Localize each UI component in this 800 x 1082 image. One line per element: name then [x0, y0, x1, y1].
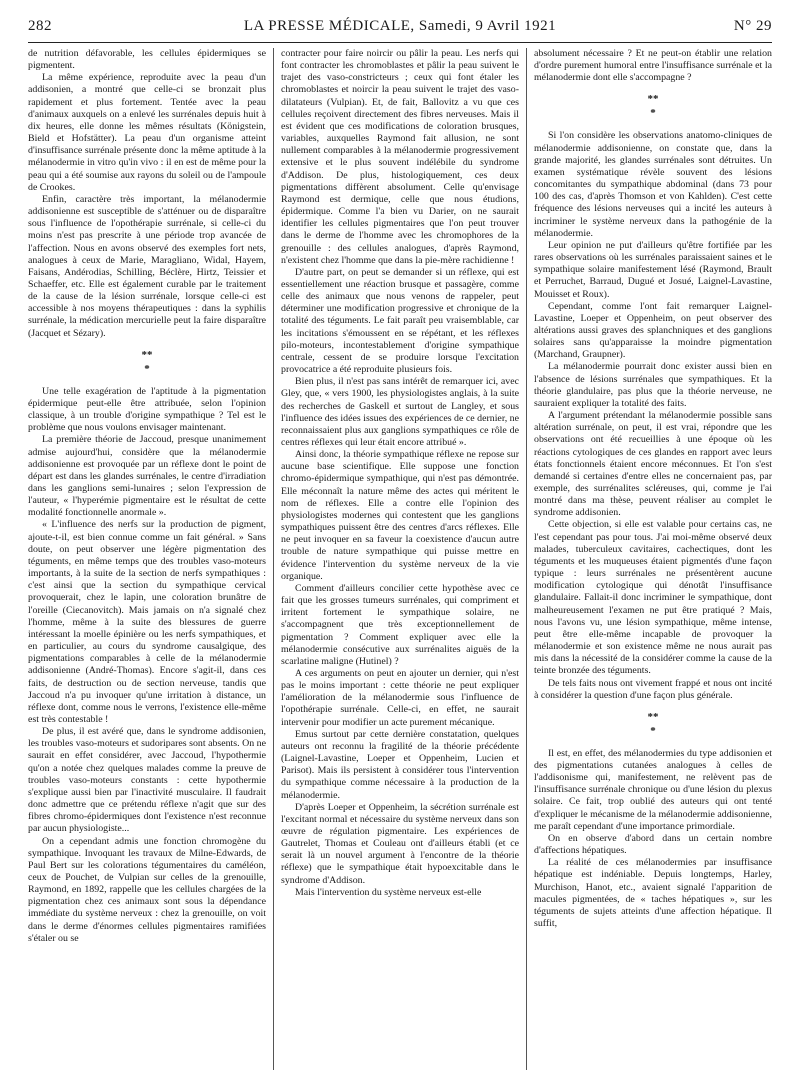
column-rule-2	[526, 48, 527, 1070]
body-paragraph: D'autre part, on peut se demander si un réflexe, qui est essentiellement une réaction brusque et passagère, comme celle des animaux que nous venons de rappeler, peut déterminer une modification progressive et chronique de la totalité des téguments. Le fait paraît peu vraisemblable, car les incitations s'émoussent en se répétant, et les réflexes pilo-moteurs, incontestablement d'origine sympathique centrale, cessent de se produire lorsque l'excitation provocatrice a été reproduite plusieurs fois.	[281, 266, 519, 376]
body-paragraph: Mais l'intervention du système nerveux est-elle	[295, 886, 482, 898]
column-rule-1	[273, 48, 274, 1070]
body-paragraph: Une telle exagération de l'aptitude à la pigmentation épidermique peut-elle être attribuée, selon l'opinion classique, à un trouble d'origine sympathique ? Tel est le problème que nous voulons envisager maintenant.	[28, 385, 266, 434]
body-paragraph: Cependant, comme l'ont fait remarquer Laignel-Lavastine, Loeper et Oppenheim, on peut observer des altérations aussi graves des splanchniques et des ganglions solaires sans qu'apparaisse la moindre pigmentation (Marchand, Graupner).	[534, 300, 772, 361]
body-paragraph: de nutrition défavorable, les cellules épidermiques se pigmentent.	[28, 48, 266, 72]
body-paragraph: Comment d'ailleurs concilier cette hypothèse avec ce fait que les grosses tumeurs surrénales, qui compriment et irritent fortement le sympathique solaire, ne s'accompagnent que très exceptionnellement de pigmentation ? Comment expliquer avec elle la mélanodermie consécutive aux surrénalites aiguës de la scarlatine maligne (Hutinel) ?	[281, 582, 519, 667]
journal-title: LA PRESSE MÉDICALE, Samedi, 9 Avril 1921	[243, 18, 557, 34]
body-paragraph: Si l'on considère les observations anatomo-cliniques de mélanodermie addisonienne, on constate que, dans la grande majorité, les glandes surrénales sont détruites. Un examen systématique révèle souvent des lésions concomitantes du sympathique abdominal (dans 73 pour 100 des cas, d'après Thomson et von Kahlden). C'est cette fréquence des lésions nerveuses qui a incité les auteurs à incriminer le système nerveux dans la pathogénie de la mélanodermie.	[534, 130, 772, 239]
body-paragraph: On a cependant admis une fonction chromogène du sympathique. Invoquant les travaux de Milne-Edwards, de Paul Bert sur les colorations tégumentaires du caméléon, ceux de Pouchet, de Vulpian sur celles de la grenouille, Raymond, en 1892, rappelle que les cellules chargées de la pigmentation chez ces animaux sont sous la dépendance immédiate du système nerveux : chez la grenouille, on voit dans le derme d'énormes cellules pigmentaires ramifiées s'étaler ou se	[28, 835, 266, 944]
body-paragraph: Enfin, caractère très important, la mélanodermie addisonienne est susceptible de s'atténuer ou de disparaître sous l'influence de l'opothérapie surrénale, si celle-ci du moins n'est pas prescrite à une période trop avancée de l'affection. Nous en avons observé des exemples fort nets, analogues à ceux de Marie, Maragliano, Widal, Hayem, Faisans, Andérodias, Schilling, Béclère, Hirtz, Teissier et Schaeffer, etc. Elle est également curable par le traitement de la cause de la lésion surrénale, lorsque celle-ci est accessible à nos moyens thérapeutiques : dans la syphilis surrénale, la médication mercurielle peut la faire disparaître (Jacquet et Sézary).	[28, 193, 266, 339]
text-column-3	[534, 48, 772, 1070]
body-paragraph: De tels faits nous ont vivement frappé et nous ont incité à considérer la question d'une façon plus générale.	[534, 677, 772, 701]
body-paragraph: Il est, en effet, des mélanodermies du type addisonien et des pigmentations cutanées analogues à celles de l'addisonisme qui, manifestement, ne relèvent pas de l'insuffisance surrénale chronique ou d'une lésion du plexus solaire. Ce fait, trop oublié des auteurs qui ont tenté d'expliquer le mécanisme de la mélanodermie addisonienne, me paraît cependant d'une importance primordiale.	[534, 747, 772, 832]
section-asterism: ** *	[141, 348, 153, 375]
body-paragraph: Emus surtout par cette dernière constatation, quelques auteurs ont reconnu la fragilité de la théorie précédente (Laignel-Lavastine, Loeper et Oppenheim, Lucien et Parisot). Mais ils persistent à considérer tous l'intervention du sympathique comme nécessaire à la production de la mélanodermie.	[281, 728, 519, 801]
body-paragraph: La première théorie de Jaccoud, presque unanimement admise aujourd'hui, considère que la mélanodermie addisonienne est provoquée par un réflexe dont le point de départ est dans les glandes surrénales, le centre d'irradiation dans les ganglions semi-lunaires ; selon l'expression de l'auteur, « l'hyperémie pigmentaire est le résultat de cette modalité fonctionnelle anormale ».	[28, 434, 266, 519]
body-paragraph: Cette objection, si elle est valable pour certains cas, ne l'est cependant pas pour tous. J'ai moi-même observé deux malades, tuberculeux cavitaires, cachectiques, dont les téguments et les muqueuses étaient pigmentés d'une façon typique : leurs surrénales ne présentèrent aucune modification cytologique qui dénotât l'insuffisance glandulaire. Fallait-il donc incriminer le sympathique, dont malheureusement l'examen ne put être pratiqué ? Mais, nous l'avons vu, une lésion sympathique, même intense, peut être elle-même incapable de provoquer la mélanodermie et son existence même ne nous aurait pas mis dans la nécessité de la considérer comme la cause de la teinte bronzée des téguments.	[534, 519, 772, 677]
body-paragraph: La réalité de ces mélanodermies par insuffisance hépatique est indéniable. Depuis longtemps, Harley, Murchison, Hanot, etc., avaient signalé l'apparition de macules pigmentées, de « taches hépatiques », sur les téguments de sujets atteints d'une affection hépatique. Il suffit,	[534, 857, 772, 929]
page-header	[28, 16, 772, 43]
body-paragraph: La mélanodermie pourrait donc exister aussi bien en l'absence de lésions surrénales que sympathiques. Et la théorie glandulaire, pas plus que la théorie nerveuse, ne sauraient expliquer la totalité des faits.	[534, 361, 772, 409]
body-paragraph: contracter pour faire noircir ou pâlir la peau. Les nerfs qui font contracter les chromoblastes et pâlir la peau suivent le trajet des vaso-constricteurs ; ceux qui font étaler les chromoblastes et noircir la peau suivent le trajet des vaso-dilatateurs (Vulpian). Et, de fait, Ballovitz a vu que ces cellules reçoivent directement des fibres nerveuses. Mais il est évident que ces modifications de coloration brusques, variables, auxquelles Raymond fait allusion, ne sont nullement comparables à la mélanodermie progressivement extensive et le plus souvent indélébile du syndrome d'Addison. De plus, histologiquement, ces deux pigmentations diffèrent absolument. Celle qu'envisage Raymond est dermique, celle que nous étudions, épidermique. Comme l'a bien vu Darier, on ne saurait identifier les cellules pigmentaires que l'on peut trouver dans le derme de l'homme avec les chromophores de la grenouille : des cellules analogues, d'après Raymond, n'existent chez l'homme que dans la pie-mère rachidienne !	[281, 48, 519, 266]
issue-number: N° 29	[733, 18, 772, 34]
text-column-2	[281, 48, 519, 1070]
body-paragraph: D'après Loeper et Oppenheim, la sécrétion surrénale est l'excitant normal et nécessaire du système nerveux dans son œuvre de régulation pigmentaire. Les expériences de Gautrelet, Thomas et Couleau ont d'ailleurs établi (et ce serait là un nouvel argument à l'encontre de la théorie réflexe) que le sympathique était hypoexcitable dans le syndrome d'Addison.	[281, 801, 519, 886]
body-paragraph: absolument nécessaire ? Et ne peut-on établir une relation d'ordre purement humoral entre l'insuffisance surrénale et la mélanodermie dont elle s'accompagne ?	[534, 48, 772, 84]
section-asterism: ** *	[647, 710, 659, 737]
page-number: 282	[28, 18, 52, 34]
body-paragraph: « L'influence des nerfs sur la production de pigment, ajoute-t-il, est bien connue comme un fait général. » Sans doute, on peut observer une légère pigmentation des téguments, en même temps que des troubles vaso-moteurs importants, à la suite de la section de nerfs sympathiques : c'est ainsi que la section du sympathique cervical provoquerait, chez le lapin, une coloration brunâtre de l'oreille (Ciecanovitch). Mais jamais on n'a signalé chez l'homme, même à la suite des blessures de guerre intéressant la moelle épinière ou les nerfs sympathiques, et en particulier, au cours du syndrome causalgique, des pigmentations comparables à celle de la mélanodermie addisonienne (André-Thomas). Encore s'agit-il, dans ces faits, de destruction ou de section nerveuse, tandis que Jaccoud n'a pu invoquer qu'une irritation à distance, un réflexe dont, comme nous le verrons, l'existence elle-même est très contestable !	[28, 519, 266, 725]
body-paragraph: On en observe d'abord dans un certain nombre d'affections hépatiques.	[534, 832, 772, 857]
body-paragraph: Ainsi donc, la théorie sympathique réflexe ne repose sur aucune base scientifique. Elle suppose une fonction chromo-épidermique sympathique, qui n'est pas démontrée. Elle méconnaît la nature même des actes qui méritent le nom de réflexes. Elle a contre elle l'opinion des physiologistes modernes qui contestent que les ganglions sympathiques puissent être des centres d'arcs réflexes. Elle ne peut invoquer en sa faveur la coexistence d'aucun autre trouble de nature sympathique qui puisse mettre en évidence l'intervention du système nerveux de la vie organique.	[281, 449, 519, 582]
body-paragraph: De plus, il est avéré que, dans le syndrome addisonien, les troubles vaso-moteurs et sudoripares sont absents. On ne saurait en effet considérer, avec Jaccoud, l'hypothermie qu'on a notée chez quelques malades comme la preuve de troubles vaso-moteurs constants : cette hypothermie s'explique aussi bien par l'inactivité musculaire. Il faudrait donc admettre que ce prétendu réflexe n'agit que sur des fibres chromo-épidermiques dont l'existence n'est reconnue par aucun physiologiste...	[28, 726, 266, 835]
body-paragraph: La même expérience, reproduite avec la peau d'un addisonien, a montré que celle-ci se bronzait plus rapidement et plus fortement. Tentée avec la peau d'animaux auxquels on a enlevé les surrénales depuis huit à dix heures, elle donne les mêmes résultats (Königstein, Bield et Hofstätter). La peau d'un organisme atteint d'insuffisance surrénale présente donc la même aptitude à la mélanodermie in vitro qu'in vivo : il en est de même pour la peau qui a été soumise aux rayons du soleil ou de l'ampoule de Crookes.	[28, 72, 266, 193]
body-paragraph: A ces arguments on peut en ajouter un dernier, qui n'est pas le moins important : cette théorie ne peut expliquer l'amélioration de la mélanodermie sous l'influence de l'opothérapie surrénale. Celle-ci, en effet, ne saurait intervenir pour modifier un acte purement mécanique.	[281, 667, 519, 728]
text-column-1	[28, 48, 266, 1070]
body-paragraph: Bien plus, il n'est pas sans intérêt de remarquer ici, avec Gley, que, « vers 1900, les physiologistes anglais, à la suite des recherches de Gaskell et surtout de Langley, et sous l'influence des idées issues des expériences de ce dernier, ne reconnaissaient plus aux ganglions sympathiques ce rôle de centres réflexes qui leur était encore attribué ».	[281, 376, 519, 448]
body-paragraph: A l'argument prétendant la mélanodermie possible sans altération surrénale, on peut, il est vrai, répondre que les observations ont été recueillies à une époque où les réactions cytologiques de ces glandes en rapport avec leurs états fonctionnels étaient encore méconnues. Et l'on s'est demandé si certaines d'entre elles ne concernaient pas, par exemple, des surrénalites scléreuses, qui, comme je l'ai montré dans ma thèse, peuvent réaliser au complet le syndrome addisonien.	[534, 410, 772, 519]
body-paragraph: Leur opinion ne put d'ailleurs qu'être fortifiée par les rares observations où les surrénales paraissaient saines et le sympathique solaire manifestement lésé (Raymond, Brault et Perruchet, Barraud, Dugué et Josué, Laignel-Lavastine, Mouisset et Roux).	[534, 239, 772, 300]
section-asterism: ** *	[647, 93, 659, 120]
